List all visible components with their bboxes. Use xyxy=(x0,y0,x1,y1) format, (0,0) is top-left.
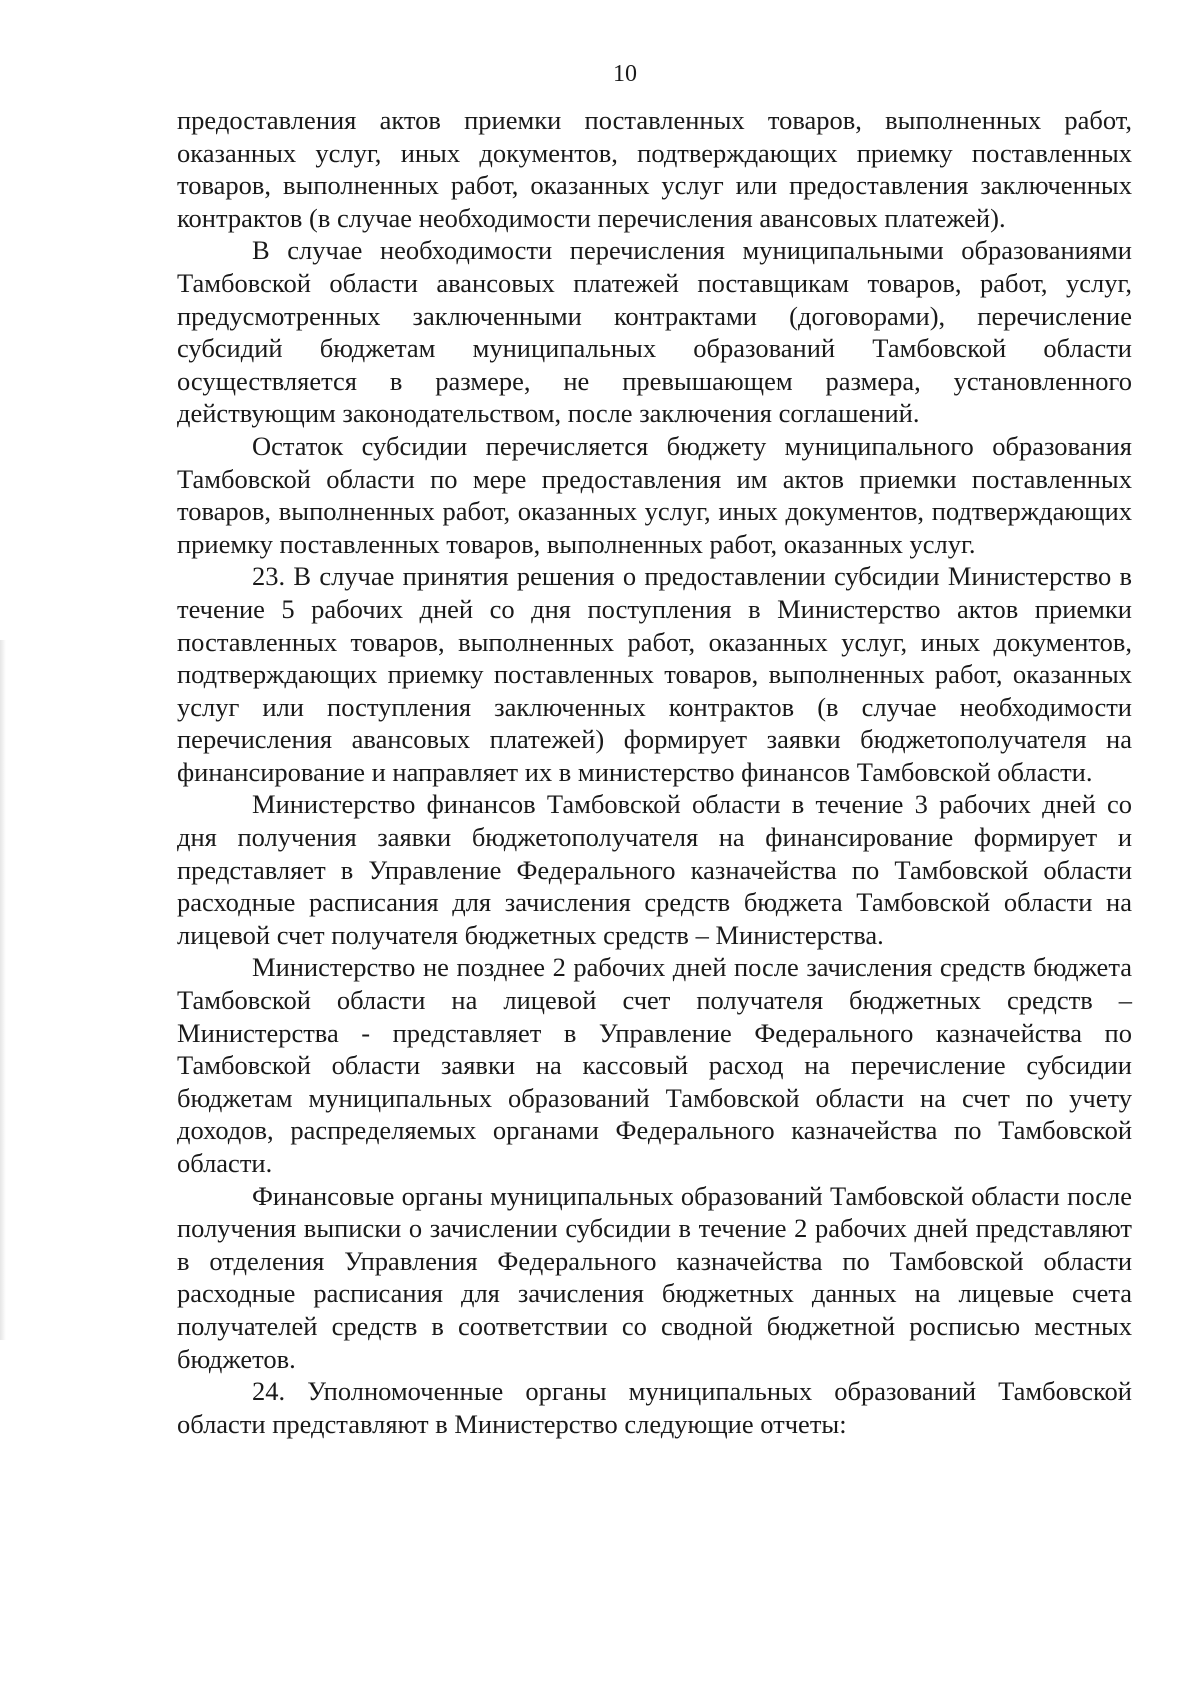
paragraph-5: Министерство финансов Тамбовской области в течение 3 рабочих дней со дня получения заявки бюджетополучателя на финансирование формирует и представляет в Управление Федерального казначейства по Тамбовской области расходные расписания для зачисления средств бюджета Тамбовской области на лицевой счет получателя бюджетных средств – Министерства. xyxy=(177,789,1132,950)
paragraph-1: предоставления актов приемки поставленных товаров, выполненных работ, оказанных услуг, иных документов, подтверждающих приемку поставленных товаров, выполненных работ, оказанных услуг или предоставления заключенных контрактов (в случае необходимости перечисления авансовых платежей). xyxy=(177,105,1132,233)
paragraph-6: Министерство не позднее 2 рабочих дней после зачисления средств бюджета Тамбовской области на лицевой счет получателя бюджетных средств – Министерства - представляет в Управление Федерального казначейства по Тамбовской области заявки на кассовый расход на перечисление субсидии бюджетам муниципальных образований Тамбовской области на счет по учету доходов, распределяемых органами Федерального казначейства по Тамбовской области. xyxy=(177,952,1132,1178)
paragraph-4-item-23: 23. В случае принятия решения о предоставлении субсидии Министерство в течение 5 рабочих дней со дня поступления в Министерство актов приемки поставленных товаров, выполненных работ, оказанных услуг, иных документов, подтверждающих приемку поставленных товаров, выполненных работ, оказанных услуг или поступления заключенных контрактов (в случае необходимости перечисления авансовых платежей) формирует заявки бюджетополучателя на финансирование и направляет их в министерство финансов Тамбовской области. xyxy=(177,561,1132,787)
paragraph-8-item-24: 24. Уполномоченные органы муниципальных образований Тамбовской области представляют в Министерство следующие отчеты: xyxy=(177,1376,1132,1439)
page-number: 10 xyxy=(613,61,637,87)
scan-edge-shadow xyxy=(0,640,6,1340)
paragraph-3: Остаток субсидии перечисляется бюджету муниципального образования Тамбовской области по мере предоставления им актов приемки поставленных товаров, выполненных работ, оказанных услуг, иных документов, подтверждающих приемку поставленных товаров, выполненных работ, оказанных услуг. xyxy=(177,430,1132,559)
paragraph-7: Финансовые органы муниципальных образований Тамбовской области после получения выписки о зачислении субсидии в течение 2 рабочих дней представляют в отделения Управления Федерального казначейства по Тамбовской области расходные расписания для зачисления бюджетных данных на лицевые счета получателей средств в соответствии со сводной бюджетной росписью местных бюджетов. xyxy=(177,1180,1132,1374)
document-body xyxy=(177,104,1132,1440)
paragraph-2: В случае необходимости перечисления муниципальными образованиями Тамбовской области авансовых платежей поставщикам товаров, работ, услуг, предусмотренных заключенными контрактами (договорами), перечисление субсидий бюджетам муниципальных образований Тамбовской области осуществляется в размере, не превышающем размера, установленного действующим законодательством, после заключения соглашений. xyxy=(177,235,1132,429)
